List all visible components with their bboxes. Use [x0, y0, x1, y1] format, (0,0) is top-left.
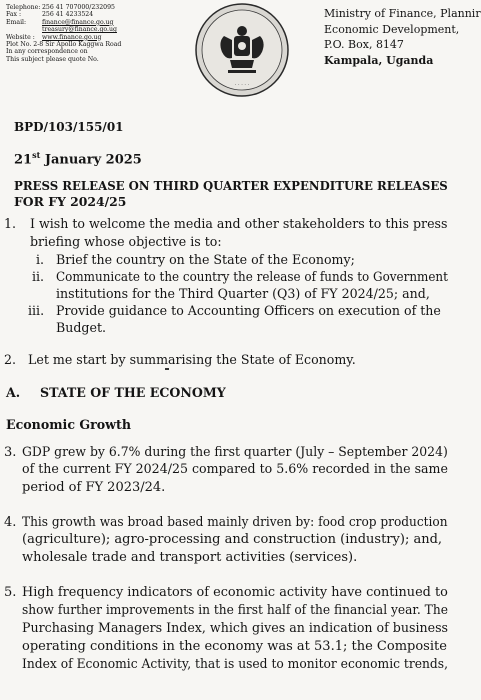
list-item-number: ii. [32, 269, 45, 284]
para3-line: period of FY 2023/24. [22, 480, 166, 495]
para3-line: GDP grew by 6.7% during the first quarter (July – September 2024) [22, 445, 448, 460]
correspondence-line-2: This subject please quote No. [6, 55, 99, 63]
ministry-address [324, 6, 481, 68]
list-item-number: i. [36, 252, 45, 267]
para5-number: 5. [4, 585, 17, 600]
para1-number: 1. [4, 216, 17, 231]
para4-number: 4. [4, 515, 17, 530]
contact-block [6, 4, 121, 63]
para3-number: 3. [4, 445, 17, 460]
list-item-text: Communicate to the country the release of funds to Government [56, 269, 448, 284]
para5-line: Purchasing Managers Index, which gives an indication of business [22, 621, 449, 636]
para2-number: 2. [4, 352, 17, 367]
list-item-text: Budget. [56, 320, 107, 335]
list-item-text: Provide guidance to Accounting Officers on execution of the [56, 303, 441, 318]
email-line-2: treasury@finance.go.ug [42, 26, 117, 34]
ministry-city: Kampala, Uganda [324, 53, 434, 67]
website-line: Website : www.finance.go.ug [6, 33, 102, 41]
para1-line: I wish to welcome the media and other stakeholders to this press [30, 216, 448, 231]
email-line: Email: finance@finance.go.ug [6, 18, 114, 26]
address-line: Plot No. 2-8 Sir Apollo Kaggwa Road [6, 41, 122, 49]
list-item-text: Brief the country on the State of the Economy; [56, 252, 355, 267]
reference-number: BPD/103/155/01 [14, 120, 124, 134]
ministry-name: Ministry of Finance, Plannir [324, 7, 481, 20]
scan-mark [165, 368, 169, 370]
telephone-line: Telephone: 256 41 707000/232095 [6, 4, 115, 11]
list-item-number: iii. [28, 303, 45, 318]
section-letter: A. [6, 385, 21, 400]
svg-text:· · · · ·: · · · · · [234, 82, 250, 88]
para4-line: wholesale trade and transport activities (services). [22, 550, 358, 565]
subheading: Economic Growth [6, 417, 131, 432]
para5-line: High frequency indicators of economic activity have continued to [22, 585, 448, 600]
para4-line: This growth was broad based mainly driven by: food crop production [22, 515, 448, 530]
press-release-title: PRESS RELEASE ON THIRD QUARTER EXPENDITURE RELEASES [14, 178, 448, 193]
para1-line: briefing whose objective is to: [30, 234, 222, 249]
para4-line: (agriculture); agro-processing and construction (industry); and, [22, 532, 443, 547]
correspondence-line: In any correspondence on [6, 48, 88, 56]
section-title: STATE OF THE ECONOMY [40, 385, 226, 400]
para3-line: of the current FY 2024/25 compared to 5.6% recorded in the same [22, 462, 448, 477]
para5-line: show further improvements in the first half of the financial year. The [22, 603, 448, 618]
po-box: P.O. Box, 8147 [324, 38, 404, 51]
list-item-text: institutions for the Third Quarter (Q3) of FY 2024/25; and, [56, 286, 430, 301]
para5-line: operating conditions in the economy was at 53.1; the Composite [22, 639, 447, 654]
release-date: 21st January 2025 [14, 150, 142, 168]
ministry-name-cont: Economic Development, [324, 22, 460, 36]
fax-line: Fax : 256 41 4233524 [6, 11, 94, 19]
press-release-title-cont: FOR FY 2024/25 [14, 194, 127, 209]
coat-of-arms-seal-icon [194, 2, 290, 98]
para2-text: Let me start by summarising the State of Economy. [28, 352, 356, 367]
para5-line: Index of Economic Activity, that is used to monitor economic trends, [22, 657, 448, 672]
